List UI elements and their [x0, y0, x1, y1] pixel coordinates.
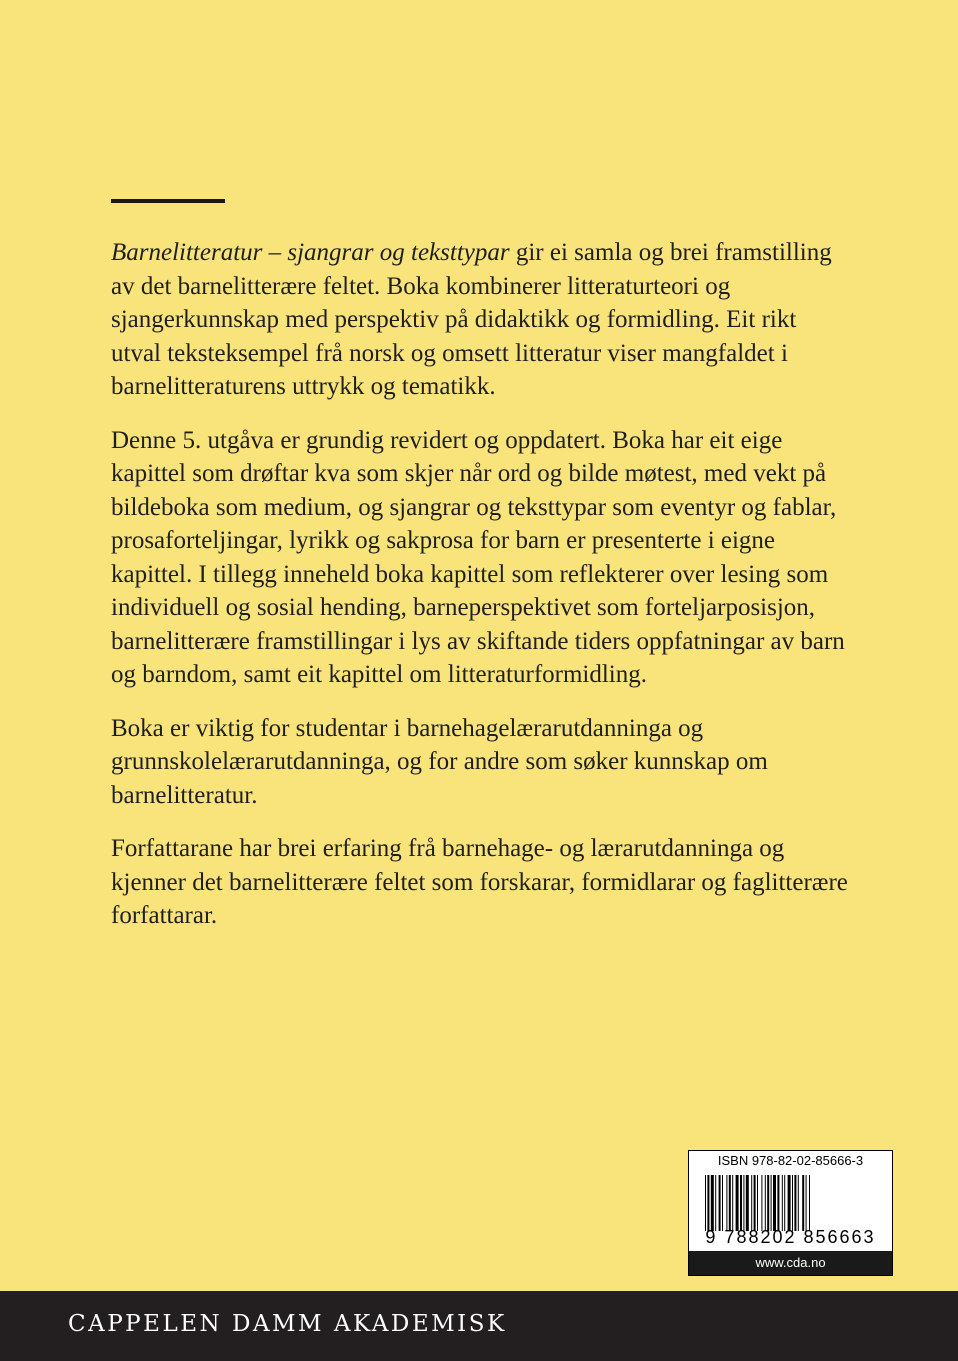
decorative-rule — [111, 199, 225, 203]
blurb-paragraph-1 — [111, 236, 851, 404]
isbn-label: ISBN 978-82-02-85666-3 — [717, 1153, 864, 1168]
blurb-paragraph-3: Boka er viktig for studentar i barnehagelærarutdanninga og grunnskolelærarutdanninga, og for andre som søker kunnskap om barnelitteratur. — [111, 714, 768, 809]
blurb-paragraph-4: Forfattarane har brei erfaring frå barnehage- og lærarutdanninga og kjenner det barnelitterære feltet som forskarar, formidlarar og faglitterære forfattarar. — [111, 835, 848, 929]
blurb-paragraph-1-text: gir ei samla og brei framstilling av det barnelitterære feltet. Boka kombinerer litteraturteori og sjangerkunnskap med perspektiv på didaktikk og formidling. Eit rikt utval teksteksempel frå norsk og omsett litteratur viser mangfaldet i barnelitteraturens uttrykk og tematikk. — [111, 239, 832, 400]
publisher-name: CAPPELEN DAMM AKADEMISK — [68, 1311, 507, 1337]
publisher-footer — [0, 1291, 958, 1361]
barcode-icon — [703, 1175, 879, 1231]
barcode-digits: 9 788202 856663 — [705, 1227, 876, 1247]
isbn-barcode-box — [688, 1150, 893, 1276]
book-title-italic: Barnelitteratur – sjangrar og teksttypar — [111, 239, 510, 266]
blurb-paragraph-2: Denne 5. utgåva er grundig revidert og oppdatert. Boka har eit eige kapittel som drøftar kva som skjer når ord og bilde møtest, med vekt på bildeboka som medium, og sjangrar og teksttypar som eventyr og fablar, prosaforteljingar, lyrikk og sakprosa for barn er presenterte i eigne kapittel. I tillegg inneheld boka kapittel som reflekterer over lesing som individuell og sosial hending, barneperspektivet som forteljarposisjon, barnelitterære framstillingar i lys av skiftande tiders oppfatningar av barn og barndom, samt eit kapittel om litteraturformidling. — [111, 426, 845, 688]
publisher-url: www.cda.no — [689, 1251, 892, 1275]
back-cover-blurb — [111, 236, 851, 953]
